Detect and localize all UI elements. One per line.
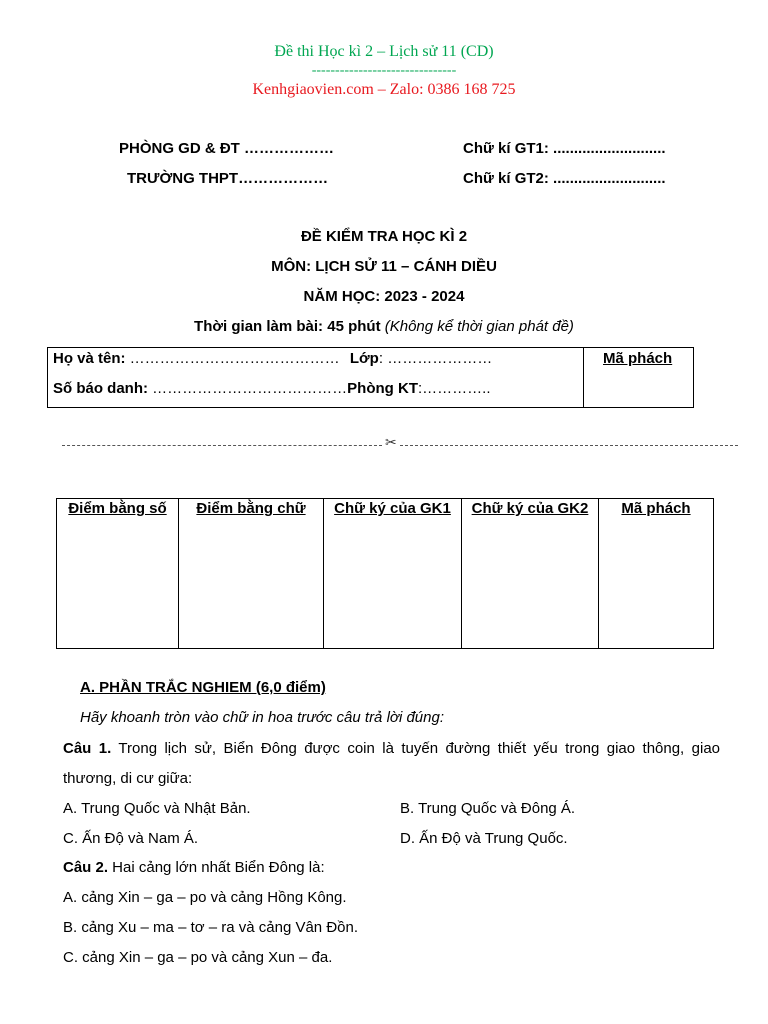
q1-option-c[interactable]: C. Ấn Độ và Nam Á. <box>63 830 199 847</box>
question-2 <box>63 859 325 876</box>
signature-gt2: Chữ kí GT2: ........................... <box>463 170 666 187</box>
gk2-signature-cell[interactable]: Chữ ký của GK2 <box>462 499 599 649</box>
exam-time <box>0 318 768 335</box>
signature-gt1: Chữ kí GT1: ........................... <box>463 140 666 157</box>
cut-line <box>62 437 738 455</box>
exam-time-label: Thời gian làm bài: 45 phút <box>194 318 381 335</box>
q1-option-a[interactable]: A. Trung Quốc và Nhật Bản. <box>63 800 251 817</box>
code-cell[interactable]: Mã phách <box>599 499 714 649</box>
class-label: Lớp <box>349 350 379 367</box>
exam-time-note: (Không kể thời gian phát đề) <box>384 318 574 335</box>
watermark-title: Đề thi Học kì 2 – Lịch sử 11 (CD) <box>274 43 494 60</box>
gk1-signature-cell[interactable]: Chữ ký của GK1 <box>324 499 462 649</box>
exam-year: NĂM HỌC: 2023 - 2024 <box>303 288 465 305</box>
question-2-label: Câu 2. <box>63 859 109 876</box>
section-a-title: A. PHẦN TRẮC NGHIEM (6,0 điểm) <box>80 679 326 696</box>
q1-option-b[interactable]: B. Trung Quốc và Đông Á. <box>400 800 576 817</box>
watermark-site: Kenhgiaovien.com – Zalo: 0386 168 725 <box>252 81 516 98</box>
grade-table-row <box>57 499 714 649</box>
exam-title: ĐỀ KIỂM TRA HỌC KÌ 2 <box>300 228 468 245</box>
room-label: Phòng KT <box>347 380 418 397</box>
name-label: Họ và tên: <box>53 350 126 367</box>
cut-dash-right <box>400 445 738 446</box>
q1-option-d[interactable]: D. Ấn Độ và Trung Quốc. <box>400 830 568 847</box>
code-label: Mã phách <box>603 350 673 367</box>
cut-dash-left <box>62 445 382 446</box>
q2-option-a[interactable]: A. cảng Xin – ga – po và cảng Hồng Kông. <box>63 889 347 906</box>
question-1-text: Trong lịch sử, Biển Đông được coin là tuyến đường thiết yếu trong giao thông, giao thương, di cư giữa: <box>63 740 721 787</box>
class-field[interactable]: : ………………… <box>378 350 493 367</box>
score-number-cell[interactable]: Điểm bằng số <box>57 499 179 649</box>
section-a-instruction: Hãy khoanh tròn vào chữ in hoa trước câu trả lời đúng: <box>80 709 445 726</box>
sbd-label: Số báo danh: <box>53 380 148 397</box>
student-name-row <box>53 350 492 367</box>
grade-table <box>56 498 714 649</box>
school-line: TRƯỜNG THPT……………… <box>127 170 329 187</box>
q2-option-c[interactable]: C. cảng Xin – ga – po và cảng Xun – đa. <box>63 949 333 966</box>
q2-option-b[interactable]: B. cảng Xu – ma – tơ – ra và cảng Vân Đồn. <box>63 919 359 936</box>
scissors-icon: ✂ <box>385 435 397 451</box>
exam-subject: MÔN: LỊCH SỬ 11 – CÁNH DIỀU <box>271 258 497 275</box>
box-divider <box>583 348 584 407</box>
score-words-cell[interactable]: Điểm bằng chữ <box>179 499 324 649</box>
name-field[interactable]: …………………………………… <box>125 350 340 367</box>
student-info-box <box>47 347 694 408</box>
room-field[interactable]: :………….. <box>418 380 491 397</box>
sbd-field[interactable]: ………………………………… <box>148 380 348 397</box>
dept-line: PHÒNG GD & ĐT ……………… <box>119 140 335 157</box>
student-id-row <box>53 380 491 397</box>
question-1 <box>63 734 720 794</box>
question-2-text: Hai cảng lớn nhất Biển Đông là: <box>108 859 325 876</box>
question-1-label: Câu 1. <box>63 740 112 757</box>
watermark-divider: ------------------------------- <box>311 63 457 78</box>
